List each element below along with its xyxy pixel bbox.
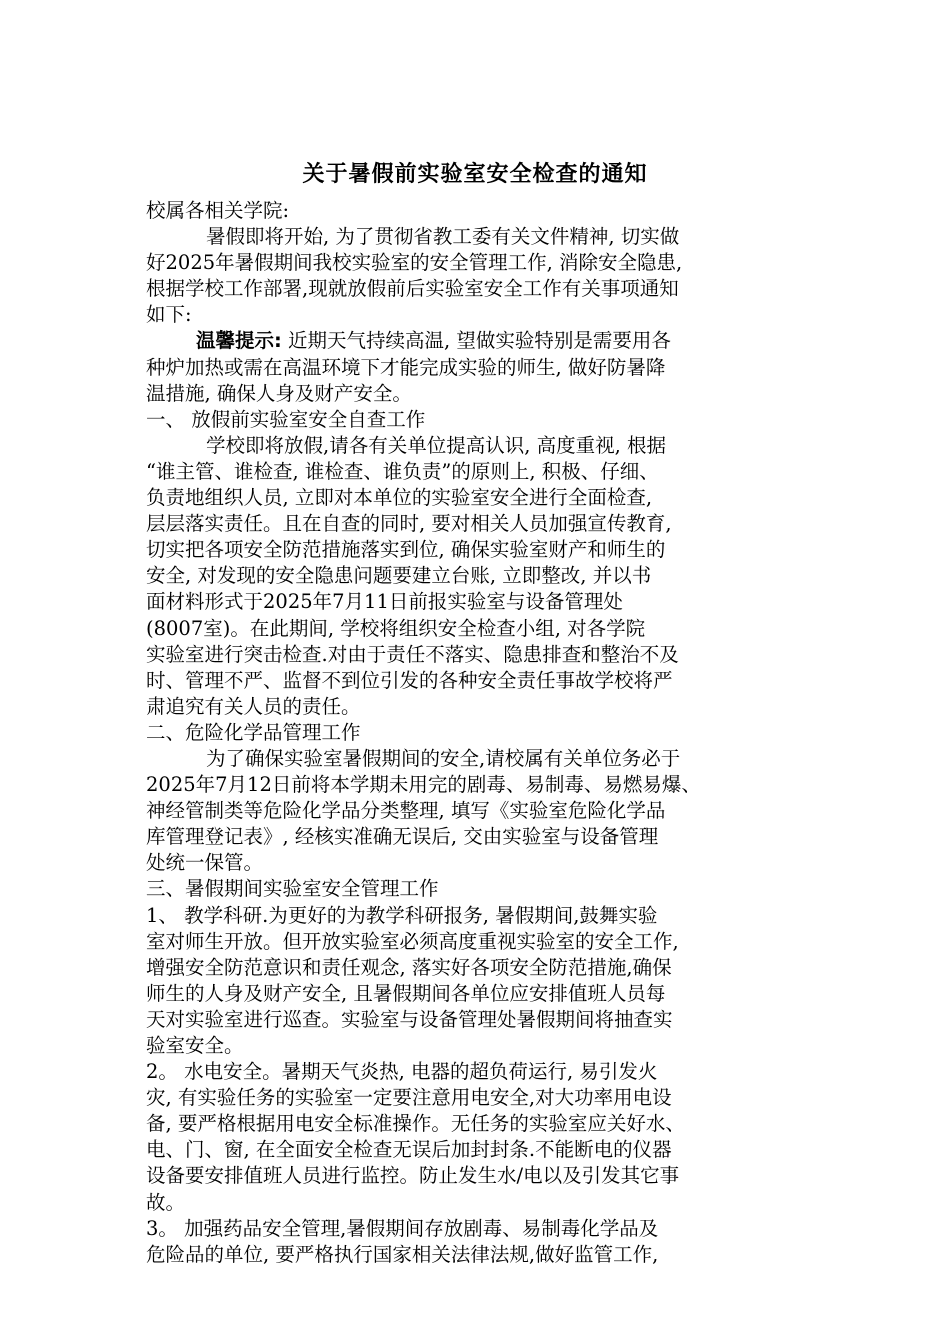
paragraph-line: 切实把各项安全防范措施落实到位, 确保实验室财产和师生的 (146, 538, 666, 562)
intro-line: 如下: (146, 303, 192, 327)
paragraph-line: 层层落实责任。且在自查的同时, 要对相关人员加强宣传教育, (146, 512, 672, 536)
paragraph-line: 3。 加强药品安全管理,暑假期间存放剧毒、易制毒化学品及 (146, 1216, 659, 1240)
paragraph-line: 神经管制类等危险化学品分类整理, 填写《实验室危险化学品 (146, 799, 666, 823)
tip-first-line (146, 328, 816, 354)
paragraph-line: 为了确保实验室暑假期间的安全,请校属有关单位务必于 (206, 746, 681, 770)
tip-label: 温馨提示: (196, 329, 282, 353)
intro-line: 根据学校工作部署,现就放假前后实验室安全工作有关事项通知 (146, 277, 679, 301)
paragraph-line: 增强安全防范意识和责任观念, 落实好各项安全防范措施,确保 (146, 955, 672, 979)
section-heading: 二、危险化学品管理工作 (146, 720, 361, 744)
section-heading: 三、暑假期间实验室安全管理工作 (146, 877, 439, 901)
paragraph-line: 故。 (146, 1190, 186, 1214)
paragraph-line: 设备要安排值班人员进行监控。防止发生水/电以及引发其它事 (146, 1164, 680, 1188)
paragraph-line: 处统一保管。 (146, 851, 264, 875)
paragraph-line: 肃追究有关人员的责任。 (146, 694, 361, 718)
paragraph-line: 2。 水电安全。暑期天气炎热, 电器的超负荷运行, 易引发火 (146, 1060, 658, 1084)
tip-text: 近期天气持续高温, 望做实验特别是需要用各 (281, 329, 671, 353)
salutation: 校属各相关学院: (146, 199, 290, 222)
paragraph-line: (8007室)。在此期间, 学校将组织安全检查小组, 对各学院 (146, 616, 646, 640)
paragraph-line: 学校即将放假,请各有关单位提高认识, 高度重视, 根据 (206, 433, 666, 457)
notice-title: 关于暑假前实验室安全检查的通知 (302, 162, 648, 187)
paragraph-line: 危险品的单位, 要严格执行国家相关法律法规,做好监管工作, (146, 1242, 659, 1266)
paragraph-line: 验室安全。 (146, 1034, 244, 1057)
paragraph-line: 实验室进行突击检查.对由于责任不落实、隐患排查和整治不及 (146, 642, 679, 666)
paragraph-line: 负责地组织人员, 立即对本单位的实验室安全进行全面检查, (146, 486, 653, 510)
intro-line: 暑假即将开始, 为了贯彻省教工委有关文件精神, 切实做 (206, 225, 680, 249)
tip-line: 温措施, 确保人身及财产安全。 (146, 381, 412, 405)
paragraph-line: 室对师生开放。但开放实验室必须高度重视实验室的安全工作, (146, 929, 679, 953)
notice-body (146, 198, 816, 1268)
paragraph-line: 1、 教学科研.为更好的为教学科研报务, 暑假期间,鼓舞实验 (146, 903, 658, 927)
paragraph-line: “谁主管、谁检查, 谁检查、谁负责”的原则上, 积极、仔细、 (146, 459, 659, 483)
tip-line: 种炉加热或需在高温环境下才能完成实验的师生, 做好防暑降 (146, 355, 666, 379)
paragraph-line: 时、管理不严、监督不到位引发的各种安全责任事故学校将严 (146, 668, 673, 692)
paragraph-line: 灾, 有实验任务的实验室一定要注意用电安全,对大功率用电设 (146, 1086, 672, 1110)
paragraph-line: 面材料形式于2025年7月11日前报实验室与设备管理处 (146, 590, 623, 614)
paragraph-line: 电、门、窗, 在全面安全检查无误后加封封条.不能断电的仪器 (146, 1138, 672, 1162)
paragraph-line: 天对实验室进行巡查。实验室与设备管理处暑假期间将抽查实 (146, 1007, 673, 1031)
paragraph-line: 备, 要严格根据用电安全标准操作。无任务的实验室应关好水、 (146, 1112, 685, 1136)
paragraph-line: 2025年7月12日前将本学期未用完的剧毒、易制毒、易燃易爆、 (146, 773, 701, 797)
intro-line: 好2025年暑假期间我校实验室的安全管理工作, 消除安全隐患, (146, 251, 683, 275)
paragraph-line: 师生的人身及财产安全, 且暑假期间各单位应安排值班人员每 (146, 981, 666, 1005)
paragraph-line: 库管理登记表》, 经核实准确无误后, 交由实验室与设备管理 (146, 825, 659, 849)
section-heading: 一、 放假前实验室安全自查工作 (146, 407, 426, 431)
paragraph-line: 安全, 对发现的安全隐患问题要建立台账, 立即整改, 并以书 (146, 564, 652, 588)
